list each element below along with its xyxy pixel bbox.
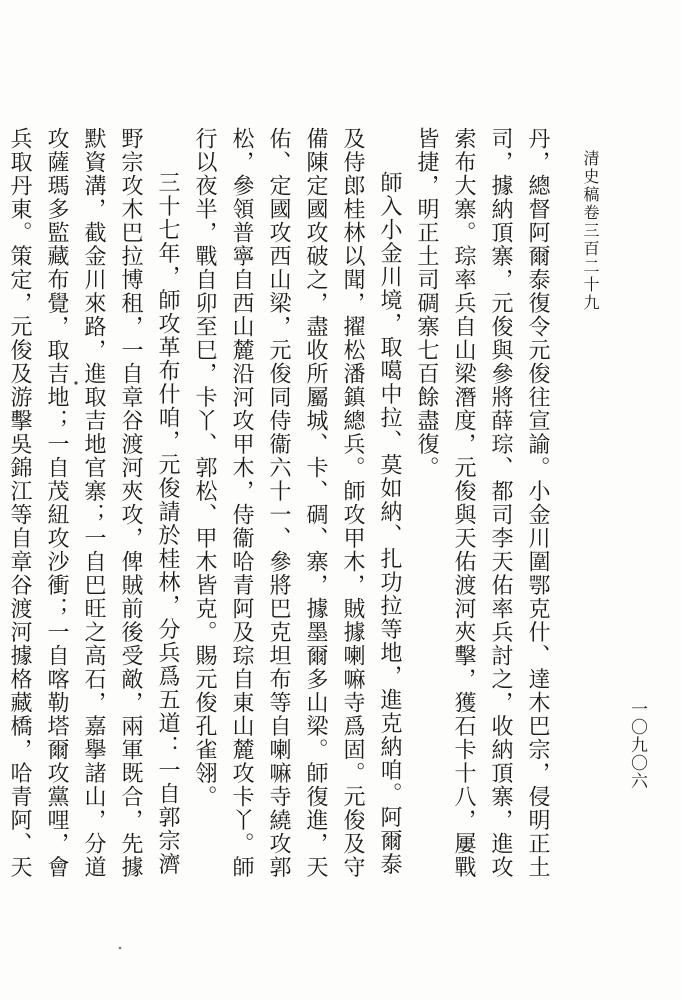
paragraph-2: 師入小金川境，取噶中拉、莫如納、扎功拉等地，進克納咱。阿爾泰及侍郎桂林以聞，擢松潘鎮總兵。師攻甲木，賊據喇嘛寺爲固。元俊及守備陳定國攻破之，盡收所屬城、卡、碉、寨，據墨爾多山梁。師復進，天佑、定國攻西山梁，元俊同侍衞六十一、參將巴克坦布等自喇嘛寺繞攻郭松，參領普寧自西山麓沿河攻甲木，侍衞哈青阿及琮自東山麓攻卡丫。師行以夜半，戰自卯至巳，卡丫、郭松、甲木皆克。賜元俊孔雀翎。 xyxy=(192,127,402,879)
running-title: 清史稿卷三百二十九 xyxy=(581,150,600,312)
page-number: 一〇九〇六 xyxy=(627,700,647,790)
body-text xyxy=(7,127,556,887)
paragraph-3: 三十七年，師攻革布什咱，元俊請於桂林，分兵爲五道：一自郭宗濟野宗攻木巴拉博租，一自章谷渡河夾攻，俾賊前後受敵，兩軍既合，先據默資溝，截金川來路，進取吉地官寨；一自巴旺之高石，嘉擧諸山，分道攻薩瑪多監藏布覺，取吉地；一自茂紐攻沙衝；一自喀勒塔爾攻黨哩，會兵取丹東。策定，元俊及游擊吳錦江等自章谷渡河據格藏橋，哈青阿、天 xyxy=(7,127,180,879)
paragraph-1: 丹，總督阿爾泰復令元俊往宣諭。小金川圍鄂克什、達木巴宗，侵明正土司，據納頂寨，元俊與參將薛琮、都司李天佑率兵討之，收納頂寨，進攻索布大寨。琮率兵自山梁潛度，元俊與天佑渡河夾擊，獲石卡十八，屢戰皆捷，明正土司碉寨七百餘盡復。 xyxy=(414,127,550,879)
